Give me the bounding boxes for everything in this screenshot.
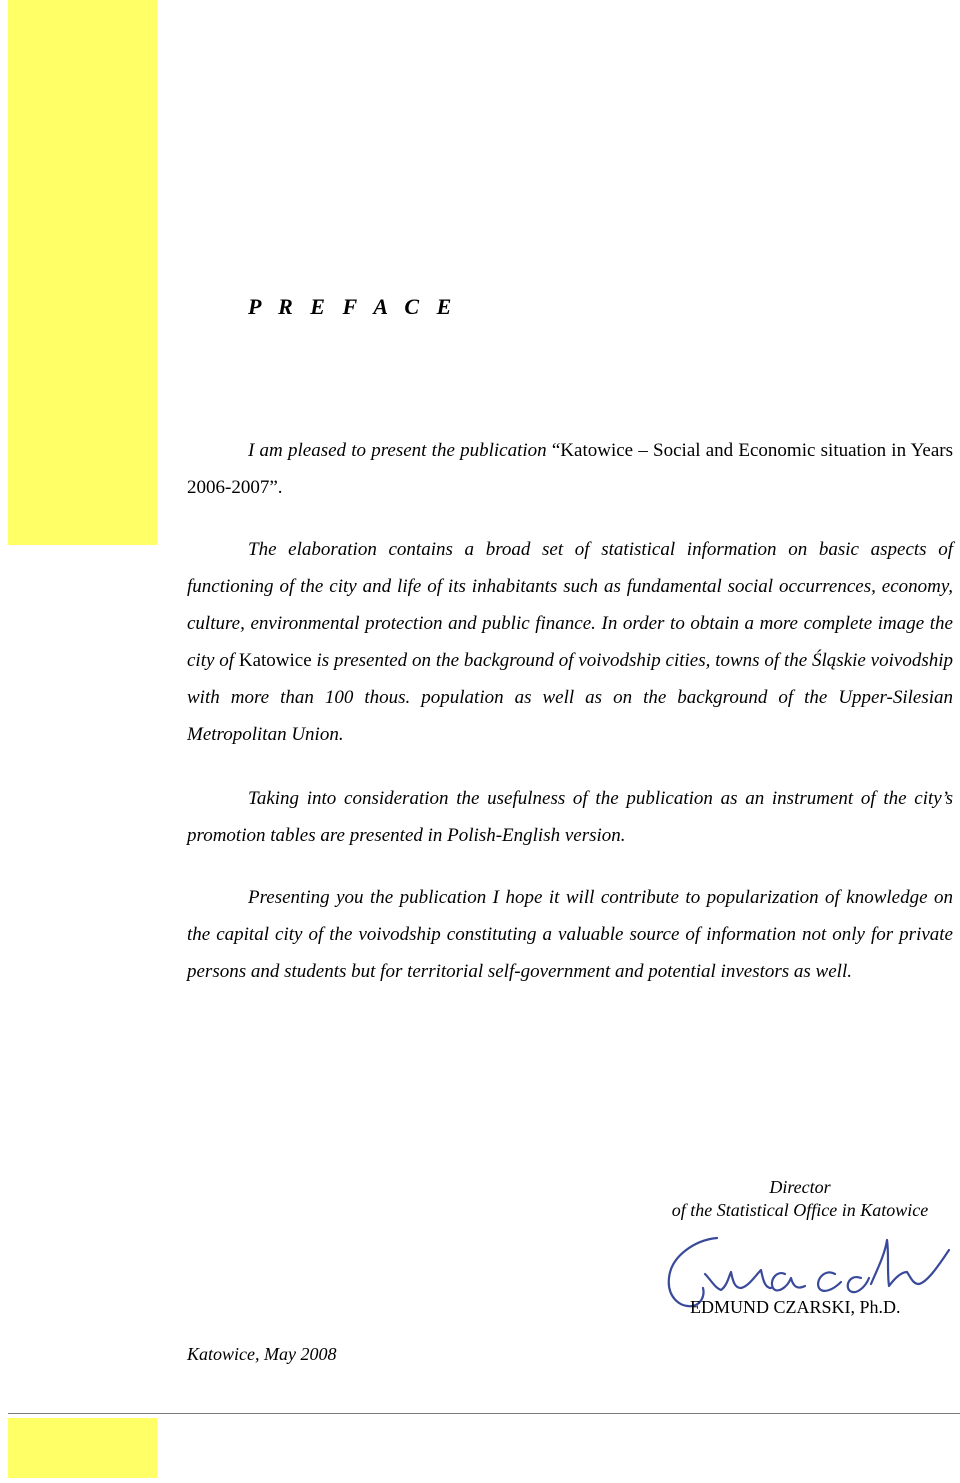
paragraph-intro	[187, 432, 953, 506]
paragraph-intro-text: I am pleased to present the publication	[248, 440, 552, 461]
paragraph-elaboration-italic: The elaboration contains a broad set of statistical information on basic aspects of functioning of the city and life of its inhabitants such as fundamental social occurrences, economy, culture, environmental protection and public finance. In order to obtain a more complete image the city of	[187, 539, 953, 671]
paragraph-usefulness: Taking into consideration the usefulness of the publication as an instrument of the city’s promotion tables are presented in Polish-English version.	[187, 788, 953, 846]
page-title: P R E F A C E	[248, 294, 458, 319]
signer-role: Director	[769, 1177, 831, 1197]
signer-office: of the Statistical Office in Katowice	[671, 1200, 929, 1220]
signer-name: EDMUND CZARSKI, Ph.D.	[690, 1297, 901, 1317]
yellow-margin-band-top	[8, 0, 157, 545]
yellow-margin-band-bottom	[8, 1418, 157, 1478]
paragraph-elaboration	[187, 531, 953, 753]
publication-title: “Katowice – Social and Economic situation in Years 2006-2007”.	[187, 440, 953, 498]
paragraph-elaboration-rest: is presented on the background of voivodship cities, towns of the Śląskie voivodship with more than 100 thous. population as well as on the background of the Upper-Silesian Metropolitan Union.	[187, 650, 953, 745]
footer-divider-line	[8, 1413, 960, 1414]
city-name: Katowice	[238, 650, 312, 671]
signature-block	[650, 1176, 950, 1222]
place-and-date: Katowice, May 2008	[187, 1344, 337, 1364]
paragraph-presenting: Presenting you the publication I hope it will contribute to popularization of knowledge on the capital city of the voivodship constituting a valuable source of information not only for private persons and students but for territorial self-government and potential investors as well.	[187, 887, 953, 982]
